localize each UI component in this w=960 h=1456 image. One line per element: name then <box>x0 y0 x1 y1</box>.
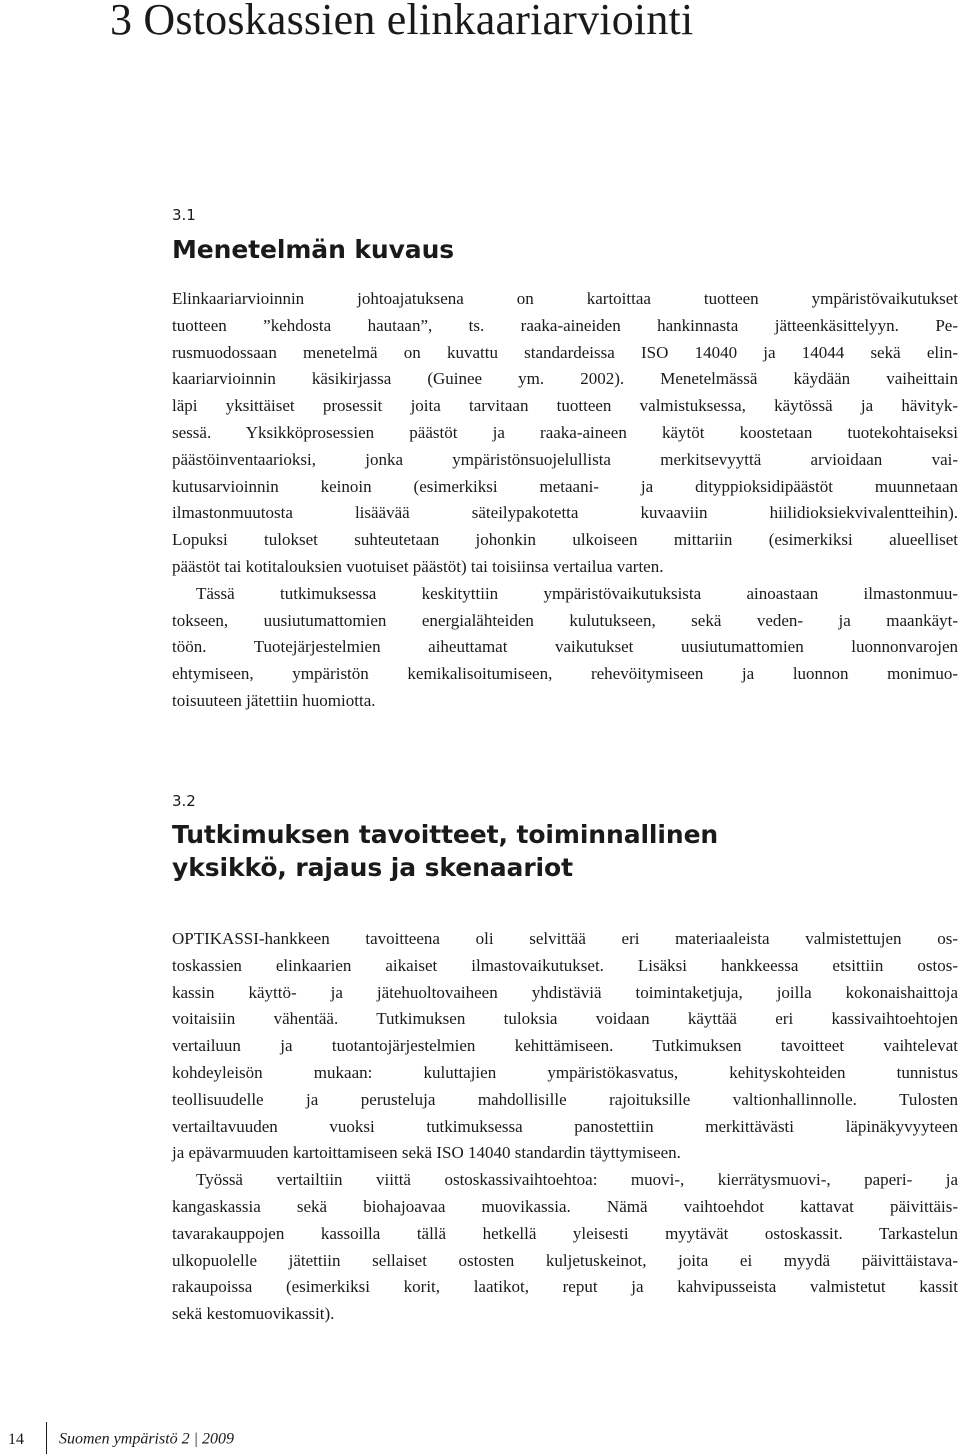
text-line: rakaupoissa (esimerkiksi korit, laatikot, reput ja kahvipusseista valmistetut kassit <box>172 1277 958 1297</box>
text-line: ilmastonmuutosta lisäävää säteilypakotetta kuvaaviin hiilidioksiekvivalentteihin). <box>172 503 958 523</box>
text-line: tavarakauppojen kassoilla tällä hetkellä yleisesti myytävät ostoskassit. Tarkastelun <box>172 1223 958 1243</box>
publication-name: Suomen ympäristö 2 | 2009 <box>59 1430 235 1448</box>
page-footer <box>8 1424 234 1456</box>
text-line: teollisuudelle ja perusteluja mahdollisille rajoituksille valtionhallinnolle. Tulosten <box>172 1089 958 1109</box>
footer-divider <box>46 1422 47 1454</box>
text-line: tuotteen ”kehdosta hautaan”, ts. raaka-aineiden hankinnasta jätteenkäsittelyyn. Pe- <box>172 315 958 335</box>
section-heading-line: yksikkö, rajaus ja skenaariot <box>172 853 573 882</box>
text-line: kohdeyleisön mukaan: kuluttajien ympäristökasvatus, kehityskohteiden tunnistus <box>172 1062 958 1082</box>
paragraph <box>172 1167 958 1328</box>
text-line: OPTIKASSI-hankkeen tavoitteena oli selvittää eri materiaaleista valmistettujen os- <box>172 929 958 948</box>
text-line: päästöinventaarioksi, jonka ympäristönsuojelullista merkitsevyyttä arvioidaan vai- <box>172 449 958 469</box>
text-line: sessä. Yksikköprosessien päästöt ja raaka-aineen käytöt koostetaan tuotekohtaiseksi <box>172 422 958 442</box>
text-line: kaariarvioinnin käsikirjassa (Guinee ym. 2002). Menetelmässä käydään vaiheittain <box>172 369 958 389</box>
text-line: toisuuteen jätettiin huomiotta. <box>172 690 376 710</box>
text-line: kutusarvioinnin keinoin (esimerkiksi metaani- ja dityppioksidipäästöt muunnetaan <box>172 476 958 496</box>
text-line: sekä kestomuovikassit). <box>172 1304 335 1324</box>
text-line: kassin käyttö- ja jätehuoltovaiheen yhdistäviä toimintaketjuja, joilla kokonaishaittoja <box>172 982 958 1002</box>
text-line: vertailuun ja tuotantojärjestelmien kehittämiseen. Tutkimuksen tavoitteet vaihtelevat <box>172 1036 958 1056</box>
text-line: voitaisiin vähentää. Tutkimuksen tuloksia voidaan käyttää eri kassivaihtoehtojen <box>172 1009 958 1029</box>
section-heading <box>172 818 718 884</box>
text-line: vertailtavuuden vuoksi tutkimuksessa panostettiin merkittävästi läpinäkyvyyteen <box>172 1116 958 1136</box>
section-number: 3.1 <box>172 206 196 224</box>
text-line: päästöt tai kotitalouksien vuotuiset päästöt) tai toisiinsa vertailua varten. <box>172 556 664 576</box>
page-number: 14 <box>8 1430 24 1448</box>
text-line: kangaskassia sekä biohajoavaa muovikassia. Nämä vaihtoehdot kattavat päivittäis- <box>172 1196 958 1216</box>
paragraph <box>172 286 958 581</box>
section-heading-line: Menetelmän kuvaus <box>172 235 455 264</box>
text-line: ehtymiseen, ympäristön kemikalisoitumiseen, rehevöitymiseen ja luonnon monimuo- <box>172 664 958 684</box>
text-line: läpi yksittäiset prosessit joita tarvitaan tuotteen valmistuksessa, käytössä ja hävityk- <box>172 396 958 416</box>
text-line: ulkopuolelle jätettiin sellaiset ostosten kuljetuskeinot, joita ei myydä päivittäistava- <box>172 1250 958 1270</box>
section-heading-line: Tutkimuksen tavoitteet, toiminnallinen <box>172 820 719 849</box>
paragraph <box>172 581 958 715</box>
text-line: rusmuodossaan menetelmä on kuvattu standardeissa ISO 14040 ja 14044 sekä elin- <box>172 342 958 362</box>
text-line: töön. Tuotejärjestelmien aiheuttamat vaikutukset uusiutumattomien luonnonvarojen <box>172 637 958 657</box>
text-line: Tässä tutkimuksessa keskityttiin ympäristövaikutuksista ainoastaan ilmastonmuu- <box>196 583 958 603</box>
text-line: Työssä vertailtiin viittä ostoskassivaihtoehtoa: muovi-, kierrätysmuovi-, paperi- ja <box>196 1170 958 1190</box>
text-line: Lopuksi tulokset suhteutetaan johonkin ulkoiseen mittariin (esimerkiksi alueelliset <box>172 530 958 550</box>
chapter-title: 3 Ostoskassien elinkaariarviointi <box>110 0 694 44</box>
text-line: toskassien elinkaarien aikaiset ilmastovaikutukset. Lisäksi hankkeessa etsittiin ostos- <box>172 955 958 975</box>
section-number: 3.2 <box>172 792 196 810</box>
section-heading <box>172 233 454 266</box>
text-line: Elinkaariarvioinnin johtoajatuksena on kartoittaa tuotteen ympäristövaikutukset <box>172 289 958 308</box>
section-body <box>172 286 958 715</box>
text-line: ja epävarmuuden kartoittamiseen sekä ISO 14040 standardin täyttymiseen. <box>172 1143 681 1163</box>
text-line: tokseen, uusiutumattomien energialähteiden kulutukseen, sekä veden- ja maankäyt- <box>172 610 958 630</box>
paragraph <box>172 926 958 1167</box>
section-body <box>172 926 958 1328</box>
